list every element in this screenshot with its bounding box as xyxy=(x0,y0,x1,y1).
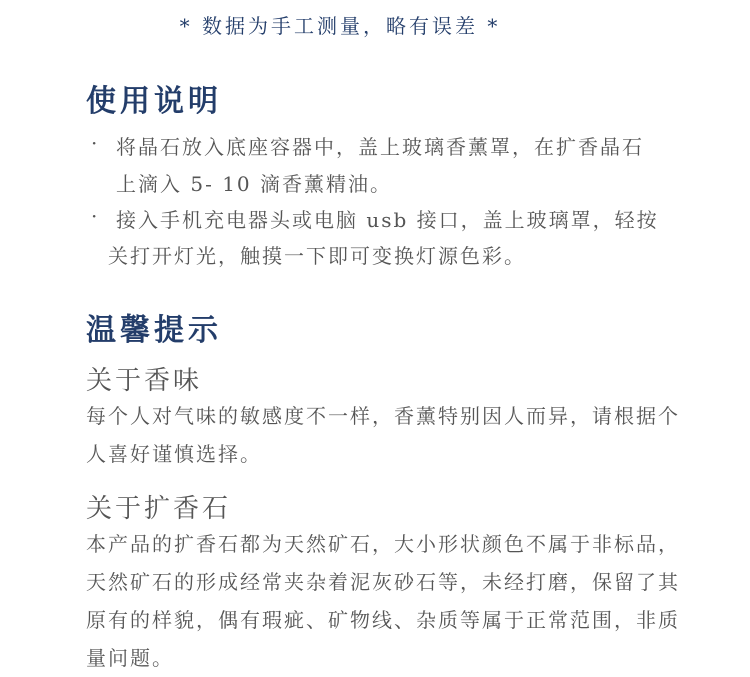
tips-heading: 温馨提示 xyxy=(86,313,222,348)
usage-bullet-1: · xyxy=(91,131,98,155)
scent-section-title: 关于香味 xyxy=(86,366,203,396)
usage-item-1-line-1: 将晶石放入底座容器中，盖上玻璃香薰罩，在扩香晶石 xyxy=(116,135,644,159)
usage-item-2-line-2: 关打开灯光，触摸一下即可变换灯源色彩。 xyxy=(108,244,526,268)
usage-heading: 使用说明 xyxy=(86,84,222,119)
usage-item-2-line-1: 接入手机充电器头或电脑 usb 接口，盖上玻璃罩，轻按 xyxy=(116,208,659,232)
usage-bullet-2: · xyxy=(91,204,98,228)
measurement-note: * 数据为手工测量，略有误差 * xyxy=(179,14,501,38)
usage-item-1-line-2: 上滴入 5- 10 滴香薰精油。 xyxy=(116,172,393,196)
stone-section-text: 本产品的扩香石都为天然矿石，大小形状颜色不属于非标品，天然矿石的形成经常夹杂着泥灰砂石等，未经打磨，保留了其原有的样貌，偶有瑕疵、矿物线、杂质等属于正常范围，非质量问题。 xyxy=(86,532,680,670)
scent-section-text: 每个人对气味的敏感度不一样，香薰特别因人而异，请根据个人喜好谨慎选择。 xyxy=(86,404,680,466)
stone-section-title: 关于扩香石 xyxy=(86,494,232,524)
